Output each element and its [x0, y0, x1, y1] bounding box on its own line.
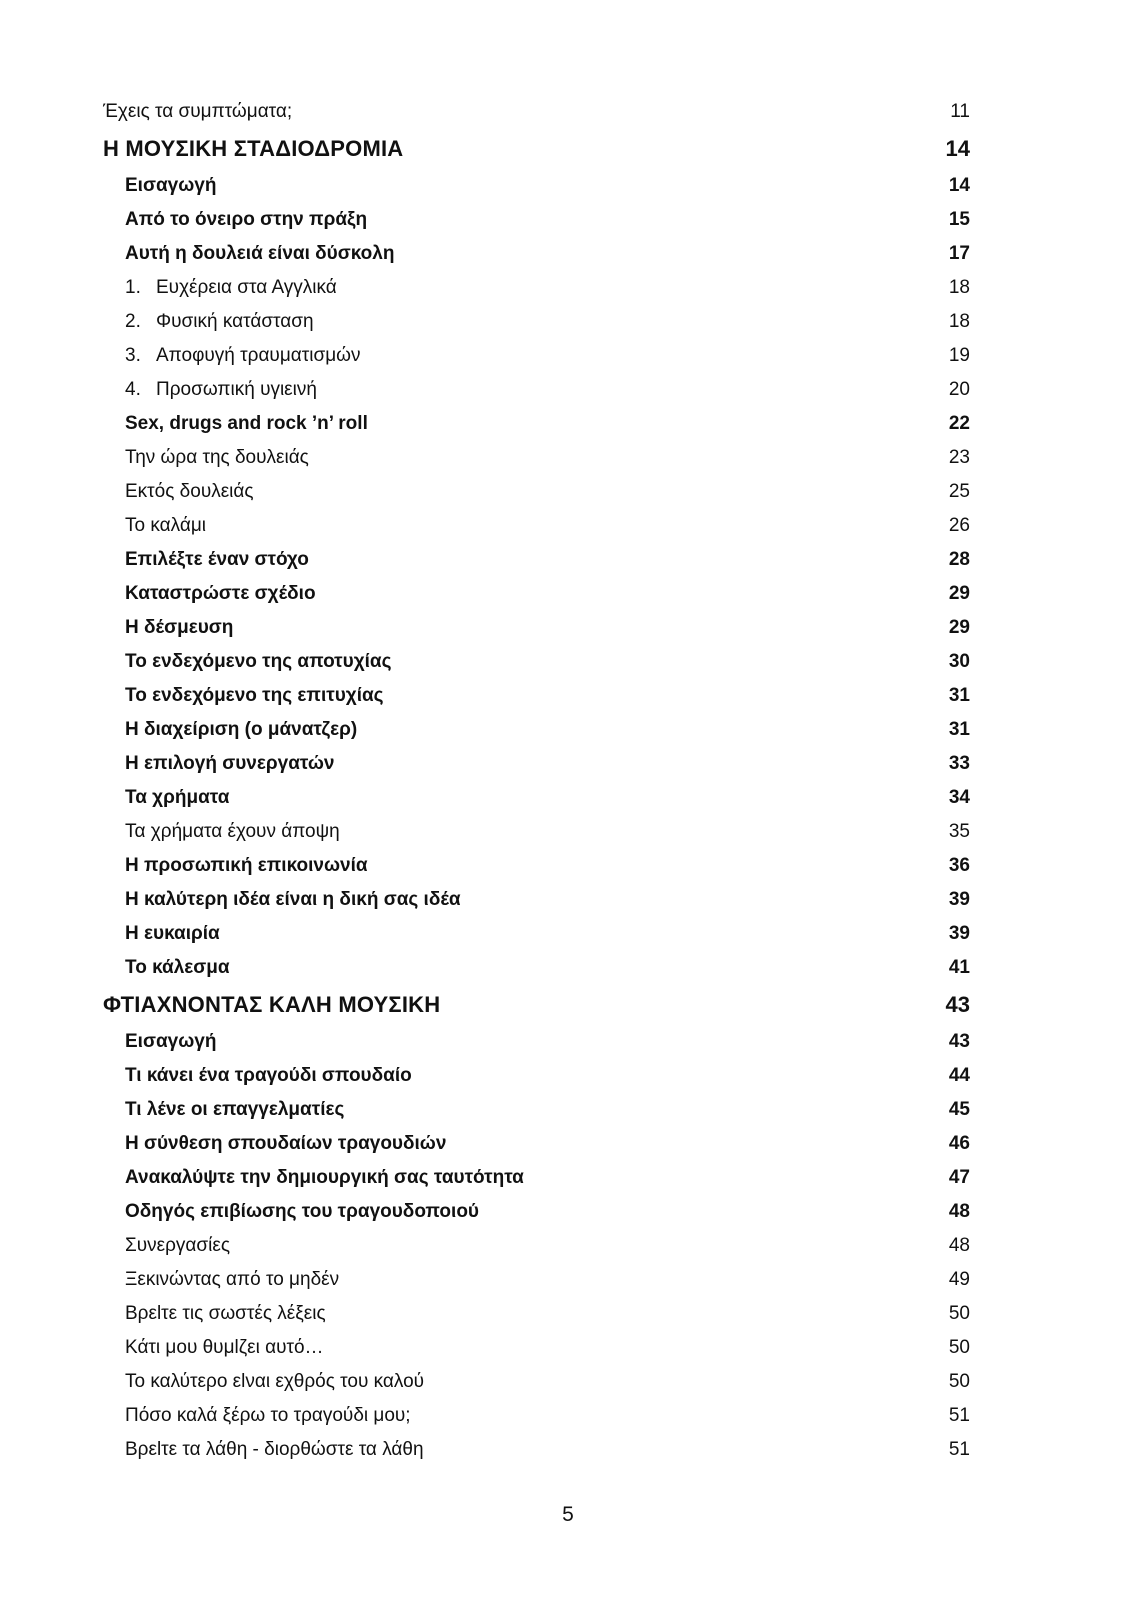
toc-entry[interactable] — [0, 577, 1136, 611]
toc-entry-page: 18 — [948, 311, 970, 332]
toc-entry[interactable] — [0, 1433, 1136, 1467]
toc-entry-page: 18 — [948, 277, 970, 298]
toc-entry-title: Το κάλεσμα — [125, 957, 230, 978]
toc-entry-title: Η καλύτερη ιδέα είναι η δική σας ιδέα — [125, 889, 461, 910]
toc-entry-page: 17 — [948, 243, 970, 264]
toc-entry[interactable] — [0, 237, 1136, 271]
toc-entry-page: 31 — [948, 685, 970, 706]
toc-entry-title: Συνεργασίες — [125, 1235, 230, 1256]
toc-entry-title: Ξεκινώντας από το μηδέν — [125, 1269, 340, 1290]
toc-entry-page: 47 — [948, 1167, 970, 1188]
toc-entry-page: 33 — [948, 753, 970, 774]
toc-entry-page: 26 — [948, 515, 970, 536]
toc-entry-title: Βρεlτε τα λάθη - διορθώστε τα λάθη — [125, 1439, 424, 1460]
toc-entry-title: ΦΤΙΑΧΝΟΝΤΑΣ ΚΑΛΗ ΜΟΥΣΙΚΗ — [103, 992, 441, 1017]
toc-entry-title: Sex, drugs and rock ’n’ roll — [125, 413, 368, 434]
toc-entry-page: 36 — [948, 855, 970, 876]
toc-entry-title: Η διαχείριση (ο μάνατζερ) — [125, 719, 358, 740]
toc-entry-title: Έχεις τα συμπτώματα; — [103, 101, 293, 122]
toc-entry-text: Αποφυγή τραυματισμών — [156, 345, 361, 366]
toc-entry[interactable] — [0, 1331, 1136, 1365]
toc-entry-page: 50 — [948, 1303, 970, 1324]
toc-entry-page: 51 — [948, 1439, 970, 1460]
toc-entry[interactable] — [0, 1399, 1136, 1433]
toc-entry-title: Αυτή η δουλειά είναι δύσκολη — [125, 243, 395, 264]
toc-entry-page: 30 — [948, 651, 970, 672]
toc-entry-title: Τι κάνει ένα τραγούδι σπουδαίο — [125, 1065, 412, 1086]
toc-entry-page: 51 — [948, 1405, 970, 1426]
toc-entry-text: Προσωπική υγιεινή — [156, 379, 317, 400]
toc-entry[interactable] — [0, 713, 1136, 747]
toc-entry-page: 31 — [948, 719, 970, 740]
toc-entry[interactable] — [0, 203, 1136, 237]
toc-entry[interactable] — [0, 271, 1136, 305]
toc-entry-title: Ανακαλύψτε την δημιουργική σας ταυτότητα — [125, 1167, 524, 1188]
toc-entry[interactable] — [0, 95, 1136, 129]
toc-entry-page: 19 — [948, 345, 970, 366]
toc-entry-title: Εισαγωγή — [125, 1031, 217, 1052]
toc-entry[interactable] — [0, 305, 1136, 339]
toc-entry-page: 11 — [950, 101, 970, 122]
toc-entry[interactable] — [0, 1365, 1136, 1399]
toc-entry-number: 4. — [125, 379, 141, 400]
toc-entry-page: 43 — [945, 992, 970, 1017]
toc-entry-page: 44 — [948, 1065, 970, 1086]
toc-entry[interactable] — [0, 475, 1136, 509]
toc-entry-title: Η σύνθεση σπουδαίων τραγουδιών — [125, 1133, 447, 1154]
toc-entry[interactable] — [0, 1161, 1136, 1195]
toc-chapter-entry[interactable] — [0, 129, 1136, 169]
toc-entry-page: 34 — [948, 787, 970, 808]
toc-entry-number: 2. — [125, 311, 141, 332]
toc-entry[interactable] — [0, 339, 1136, 373]
toc-entry-page: 23 — [948, 447, 970, 468]
toc-entry-page: 35 — [948, 821, 970, 842]
toc-entry-number: 3. — [125, 345, 141, 366]
toc-entry-page: 28 — [948, 549, 970, 570]
toc-entry-page: 46 — [948, 1133, 970, 1154]
toc-entry-title: Η επιλογή συνεργατών — [125, 753, 335, 774]
toc-entry-title: Την ώρα της δουλειάς — [125, 447, 309, 468]
toc-entry-title — [125, 311, 314, 333]
toc-entry[interactable] — [0, 917, 1136, 951]
toc-entry-page: 41 — [948, 957, 970, 978]
toc-entry-title: Εισαγωγή — [125, 175, 217, 196]
toc-entry-title — [125, 379, 317, 401]
toc-entry-title — [125, 345, 361, 367]
toc-entry-page: 49 — [948, 1269, 970, 1290]
toc-entry-title: Η δέσμευση — [125, 617, 234, 638]
toc-entry[interactable] — [0, 815, 1136, 849]
toc-entry-page: 50 — [948, 1337, 970, 1358]
toc-entry[interactable] — [0, 611, 1136, 645]
toc-entry-page: 29 — [948, 583, 970, 604]
toc-entry[interactable] — [0, 1297, 1136, 1331]
toc-entry-title: Το ενδεχόμενο της επιτυχίας — [125, 685, 384, 706]
toc-entry-page: 14 — [948, 175, 970, 196]
toc-entry-title: Το ενδεχόμενο της αποτυχίας — [125, 651, 392, 672]
page-number: 5 — [562, 1503, 574, 1526]
toc-entry-title: Καταστρώστε σχέδιο — [125, 583, 316, 604]
toc-entry[interactable] — [0, 781, 1136, 815]
toc-entry[interactable] — [0, 1229, 1136, 1263]
toc-entry-number: 1. — [125, 277, 141, 298]
toc-entry-page: 43 — [948, 1031, 970, 1052]
toc-entry-title: Το καλάμι — [125, 515, 206, 536]
toc-entry-page: 48 — [948, 1201, 970, 1222]
toc-entry[interactable] — [0, 407, 1136, 441]
toc-entry-text: Ευχέρεια στα Αγγλικά — [156, 277, 337, 298]
toc-entry-title: Βρεlτε τις σωστές λέξεις — [125, 1303, 326, 1324]
toc-entry[interactable] — [0, 169, 1136, 203]
toc-entry-title: Το καλύτερο εlναι εχθρός του καλού — [125, 1371, 425, 1392]
toc-chapter-entry[interactable] — [0, 985, 1136, 1025]
toc-entry-page: 39 — [948, 923, 970, 944]
toc-entry[interactable] — [0, 1059, 1136, 1093]
toc-entry-title: Κάτι μου θυμlζει αυτό… — [125, 1337, 324, 1358]
toc-entry-page: 20 — [948, 379, 970, 400]
toc-entry-page: 50 — [948, 1371, 970, 1392]
toc-entry-title: Οδηγός επιβίωσης του τραγουδοποιού — [125, 1201, 479, 1222]
toc-entry[interactable] — [0, 1025, 1136, 1059]
toc-entry[interactable] — [0, 373, 1136, 407]
table-of-contents — [0, 95, 1136, 1467]
toc-entry-title: Επιλέξτε έναν στόχο — [125, 549, 309, 570]
toc-entry[interactable] — [0, 1263, 1136, 1297]
toc-entry-page: 15 — [948, 209, 970, 230]
toc-entry-title: Η προσωπική επικοινωνία — [125, 855, 368, 876]
toc-entry-title — [125, 277, 337, 299]
toc-entry-page: 39 — [948, 889, 970, 910]
toc-entry[interactable] — [0, 849, 1136, 883]
toc-entry[interactable] — [0, 543, 1136, 577]
toc-entry[interactable] — [0, 645, 1136, 679]
toc-entry-title: Η ευκαιρία — [125, 923, 220, 944]
toc-entry[interactable] — [0, 441, 1136, 475]
toc-entry-title: Εκτός δουλειάς — [125, 481, 254, 502]
toc-entry-page: 22 — [948, 413, 970, 434]
toc-entry-title: Τι λένε οι επαγγελματίες — [125, 1099, 345, 1120]
toc-entry-page: 45 — [948, 1099, 970, 1120]
toc-entry[interactable] — [0, 679, 1136, 713]
toc-entry-page: 29 — [948, 617, 970, 638]
toc-entry-title: Από το όνειρο στην πράξη — [125, 209, 368, 230]
toc-entry-title: Τα χρήματα — [125, 787, 230, 808]
toc-entry-text: Φυσική κατάσταση — [156, 311, 314, 332]
toc-entry-page: 25 — [948, 481, 970, 502]
toc-entry-page: 48 — [948, 1235, 970, 1256]
toc-entry[interactable] — [0, 883, 1136, 917]
toc-entry[interactable] — [0, 1195, 1136, 1229]
toc-entry-title: Τα χρήματα έχουν άποψη — [125, 821, 340, 842]
toc-entry[interactable] — [0, 951, 1136, 985]
toc-entry[interactable] — [0, 509, 1136, 543]
toc-entry[interactable] — [0, 1127, 1136, 1161]
toc-entry-title: Πόσο καλά ξέρω το τραγούδι μου; — [125, 1405, 411, 1426]
toc-entry[interactable] — [0, 1093, 1136, 1127]
toc-entry-title: Η ΜΟΥΣΙΚΗ ΣΤΑΔΙΟΔΡΟΜΙΑ — [103, 136, 404, 161]
toc-entry[interactable] — [0, 747, 1136, 781]
toc-entry-page: 14 — [945, 136, 970, 161]
